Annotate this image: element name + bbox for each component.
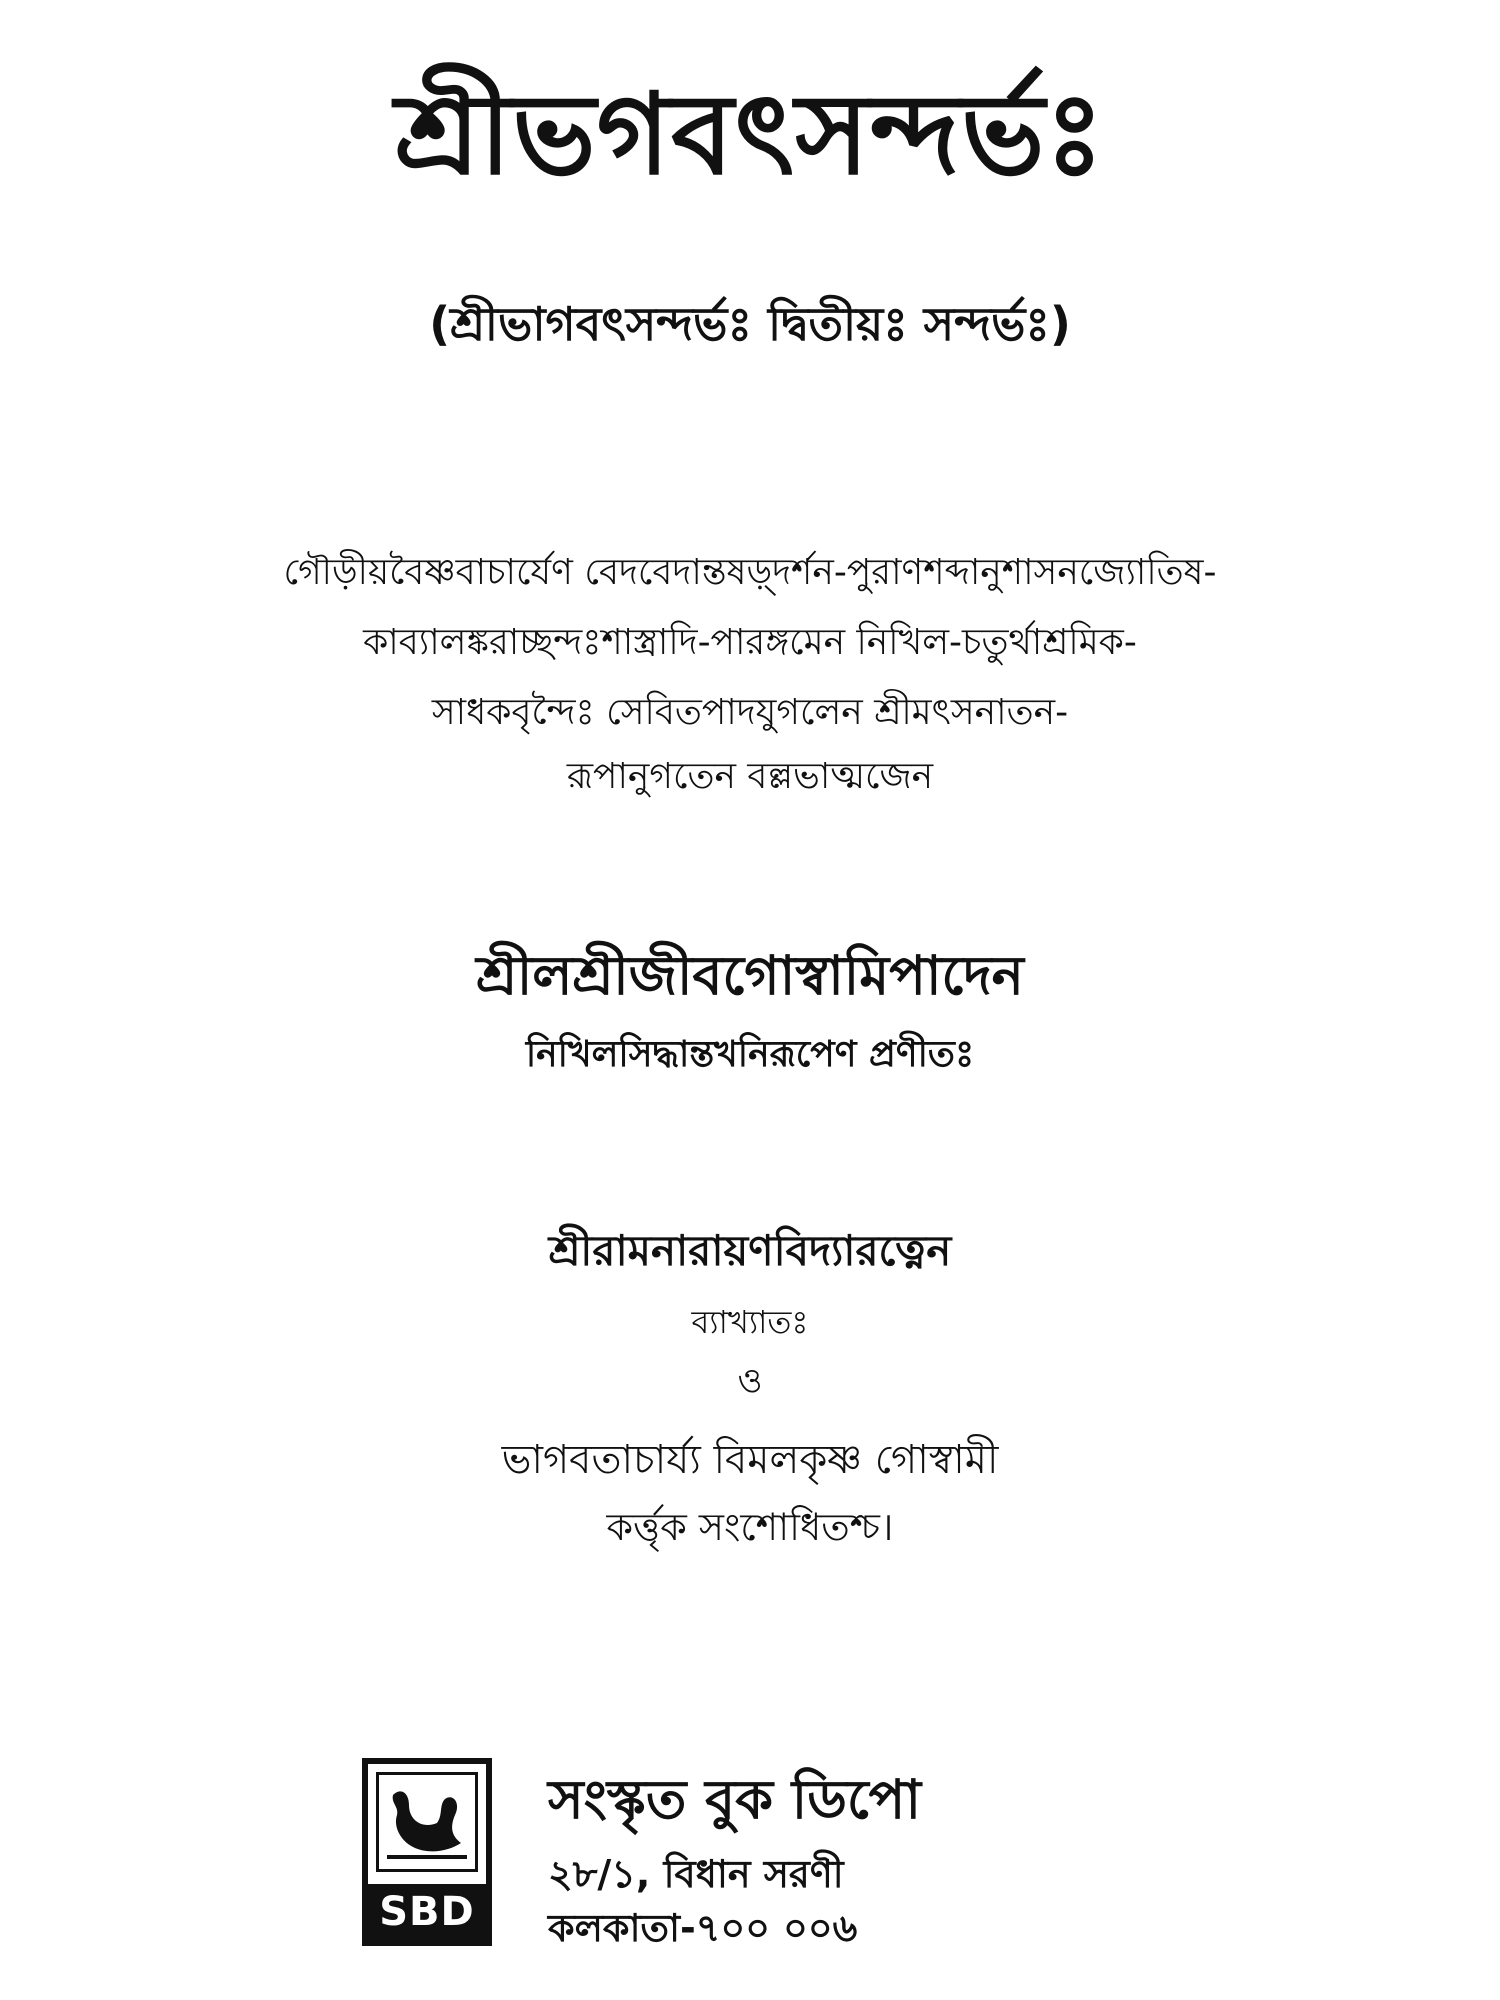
publisher-name: সংস্কৃত বুক ডিপো bbox=[548, 1768, 921, 1831]
author-subtitle: নিখিলসিদ্ধান্তখনিরূপেণ প্রণীতঃ bbox=[525, 1034, 975, 1075]
book-title: শ্রীভগবৎসন্দর্ভঃ bbox=[394, 70, 1106, 200]
book-subtitle: (শ্রীভাগবৎসন্দর্ভঃ দ্বিতীয়ঃ সন্দর্ভঃ) bbox=[429, 297, 1071, 351]
publisher-city: কলকাতা-৭০০ ০০৬ bbox=[548, 1906, 858, 1950]
description-line: কাব্যালঙ্করাচ্ছন্দঃশাস্ত্রাদি-পারঙ্গমেন নিখিল-চতুর্থাশ্রমিক- bbox=[363, 622, 1137, 663]
publisher-address: ২৮/১, বিধান সরণী bbox=[548, 1852, 844, 1896]
publisher-logo-text: SBD bbox=[368, 1884, 486, 1940]
revised-by-label: কর্ত্তৃক সংশোধিতশ্চ। bbox=[606, 1505, 894, 1549]
bird-emblem-icon bbox=[376, 1772, 478, 1872]
reviser-name: ভাগবতাচার্য্য বিমলকৃষ্ণ গোস্বামী bbox=[501, 1437, 999, 1483]
description-line: গৌড়ীয়বৈষ্ণবাচার্যেণ বেদবেদান্তষড়্দর্শন-পুরাণশব্দানুশাসনজ্যোতিষ- bbox=[283, 552, 1217, 593]
publisher-logo bbox=[362, 1758, 492, 1946]
conjunction-and: ও bbox=[737, 1361, 763, 1401]
explained-label: ব্যাখ্যাতঃ bbox=[691, 1303, 809, 1341]
description-line: সাধকবৃন্দৈঃ সেবিতপাদযুগলেন শ্রীমৎসনাতন- bbox=[431, 692, 1069, 733]
author-name: শ্রীলশ্রীজীবগোস্বামিপাদেন bbox=[476, 944, 1024, 1007]
description-line: রূপানুগতেন বল্লভাত্মজেন bbox=[566, 756, 934, 797]
commentator-name: শ্রীরামনারায়ণবিদ্যারত্নেন bbox=[548, 1226, 952, 1275]
